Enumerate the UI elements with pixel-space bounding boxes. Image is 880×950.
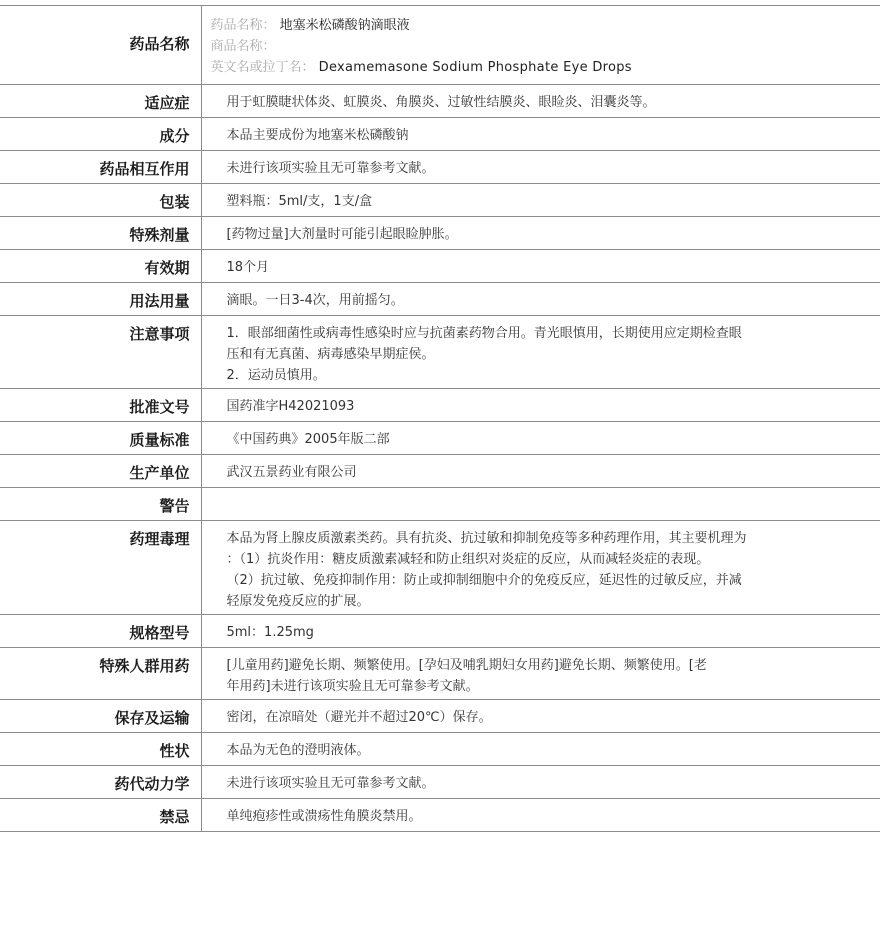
storage-text: 密闭，在凉暗处（避光并不超过20℃）保存。 bbox=[226, 710, 492, 725]
value-special-population bbox=[201, 648, 880, 700]
row-manufacturer bbox=[0, 455, 880, 488]
value-interaction bbox=[201, 151, 880, 184]
row-pharmacology bbox=[0, 521, 880, 615]
row-validity bbox=[0, 250, 880, 283]
row-warning bbox=[0, 488, 880, 521]
label-special-dose: 特殊剂量 bbox=[0, 217, 201, 250]
row-pharmacokinetics bbox=[0, 766, 880, 799]
label-manufacturer: 生产单位 bbox=[0, 455, 201, 488]
special-population-line: [儿童用药]避免长期、频繁使用。[孕妇及哺乳期妇女用药]避免长期、频繁使用。[老 bbox=[226, 658, 707, 673]
label-contraindication: 禁忌 bbox=[0, 799, 201, 832]
indication-text: 用于虹膜睫状体炎、虹膜炎、角膜炎、过敏性结膜炎、眼睑炎、泪囊炎等。 bbox=[226, 95, 656, 110]
value-precautions bbox=[201, 316, 880, 389]
ingredient-text: 本品主要成份为地塞米松磷酸钠 bbox=[226, 128, 409, 143]
drug-info-table bbox=[0, 5, 880, 832]
label-pharmacokinetics: 药代动力学 bbox=[0, 766, 201, 799]
row-ingredient bbox=[0, 118, 880, 151]
generic-name-key: 药品名称： bbox=[210, 18, 276, 33]
value-manufacturer bbox=[201, 455, 880, 488]
value-drug-name bbox=[201, 6, 880, 85]
value-warning bbox=[201, 488, 880, 521]
row-special-dose bbox=[0, 217, 880, 250]
generic-name-line bbox=[211, 15, 880, 36]
label-indication: 适应症 bbox=[0, 85, 201, 118]
value-standard bbox=[201, 422, 880, 455]
value-approval bbox=[201, 389, 880, 422]
value-pharmacokinetics bbox=[201, 766, 880, 799]
label-pharmacology: 药理毒理 bbox=[0, 521, 201, 615]
special-population-line: 年用药]未进行该项实验且无可靠参考文献。 bbox=[226, 679, 479, 694]
english-name-line bbox=[211, 57, 880, 78]
pharmacology-line: 轻原发免疫反应的扩展。 bbox=[226, 594, 370, 609]
english-name-value: Dexamemasone Sodium Phosphate Eye Drops bbox=[318, 60, 632, 75]
row-package bbox=[0, 184, 880, 217]
trade-name-line bbox=[211, 36, 880, 57]
contraindication-text: 单纯疱疹性或溃疡性角膜炎禁用。 bbox=[226, 809, 422, 824]
row-standard bbox=[0, 422, 880, 455]
row-precautions bbox=[0, 316, 880, 389]
value-special-dose bbox=[201, 217, 880, 250]
value-spec bbox=[201, 615, 880, 648]
value-storage bbox=[201, 700, 880, 733]
row-approval bbox=[0, 389, 880, 422]
package-text: 塑料瓶：5ml/支，1支/盒 bbox=[226, 194, 373, 209]
value-validity bbox=[201, 250, 880, 283]
row-indication bbox=[0, 85, 880, 118]
label-approval: 批准文号 bbox=[0, 389, 201, 422]
row-usage bbox=[0, 283, 880, 316]
label-validity: 有效期 bbox=[0, 250, 201, 283]
row-interaction bbox=[0, 151, 880, 184]
description-text: 本品为无色的澄明液体。 bbox=[226, 743, 370, 758]
label-special-population: 特殊人群用药 bbox=[0, 648, 201, 700]
pharmacology-line: （2）抗过敏、免疫抑制作用：防止或抑制细胞中介的免疫反应，延迟性的过敏反应，并减 bbox=[226, 573, 742, 588]
label-spec: 规格型号 bbox=[0, 615, 201, 648]
interaction-text: 未进行该项实验且无可靠参考文献。 bbox=[226, 161, 435, 176]
row-contraindication bbox=[0, 799, 880, 832]
precautions-line: 1．眼部细菌性或病毒性感染时应与抗菌素药物合用。青光眼慎用，长期使用应定期检查眼 bbox=[226, 326, 742, 341]
trade-name-key: 商品名称： bbox=[210, 39, 276, 54]
label-package: 包装 bbox=[0, 184, 201, 217]
label-interaction: 药品相互作用 bbox=[0, 151, 201, 184]
precautions-line: 2．运动员慎用。 bbox=[226, 368, 326, 383]
value-ingredient bbox=[201, 118, 880, 151]
label-warning: 警告 bbox=[0, 488, 201, 521]
row-description bbox=[0, 733, 880, 766]
label-description: 性状 bbox=[0, 733, 201, 766]
pharmacokinetics-text: 未进行该项实验且无可靠参考文献。 bbox=[226, 776, 435, 791]
label-ingredient: 成分 bbox=[0, 118, 201, 151]
special-dose-text: [药物过量]大剂量时可能引起眼睑肿胀。 bbox=[226, 227, 458, 242]
label-storage: 保存及运输 bbox=[0, 700, 201, 733]
usage-text: 滴眼。一日3-4次，用前摇匀。 bbox=[226, 293, 404, 308]
label-usage: 用法用量 bbox=[0, 283, 201, 316]
approval-text: 国药准字H42021093 bbox=[226, 399, 355, 414]
english-name-key: 英文名或拉丁名： bbox=[210, 60, 315, 75]
precautions-line: 压和有无真菌、病毒感染早期症侯。 bbox=[226, 347, 435, 362]
value-package bbox=[201, 184, 880, 217]
row-storage bbox=[0, 700, 880, 733]
pharmacology-line: ：（1）抗炎作用：糖皮质激素减轻和防止组织对炎症的反应，从而减轻炎症的表现。 bbox=[226, 552, 710, 567]
validity-text: 18个月 bbox=[226, 260, 270, 275]
row-special-population bbox=[0, 648, 880, 700]
spec-text: 5ml：1.25mg bbox=[226, 625, 314, 640]
row-drug-name bbox=[0, 6, 880, 85]
label-standard: 质量标准 bbox=[0, 422, 201, 455]
label-drug-name: 药品名称 bbox=[0, 6, 201, 85]
row-spec bbox=[0, 615, 880, 648]
value-pharmacology bbox=[201, 521, 880, 615]
standard-text: 《中国药典》2005年版二部 bbox=[226, 432, 390, 447]
value-indication bbox=[201, 85, 880, 118]
pharmacology-line: 本品为肾上腺皮质激素类药。具有抗炎、抗过敏和抑制免疫等多种药理作用，其主要机理为 bbox=[226, 531, 747, 546]
value-contraindication bbox=[201, 799, 880, 832]
generic-name-value: 地塞米松磷酸钠滴眼液 bbox=[279, 18, 410, 33]
manufacturer-text: 武汉五景药业有限公司 bbox=[226, 465, 357, 480]
value-description bbox=[201, 733, 880, 766]
label-precautions: 注意事项 bbox=[0, 316, 201, 389]
value-usage bbox=[201, 283, 880, 316]
